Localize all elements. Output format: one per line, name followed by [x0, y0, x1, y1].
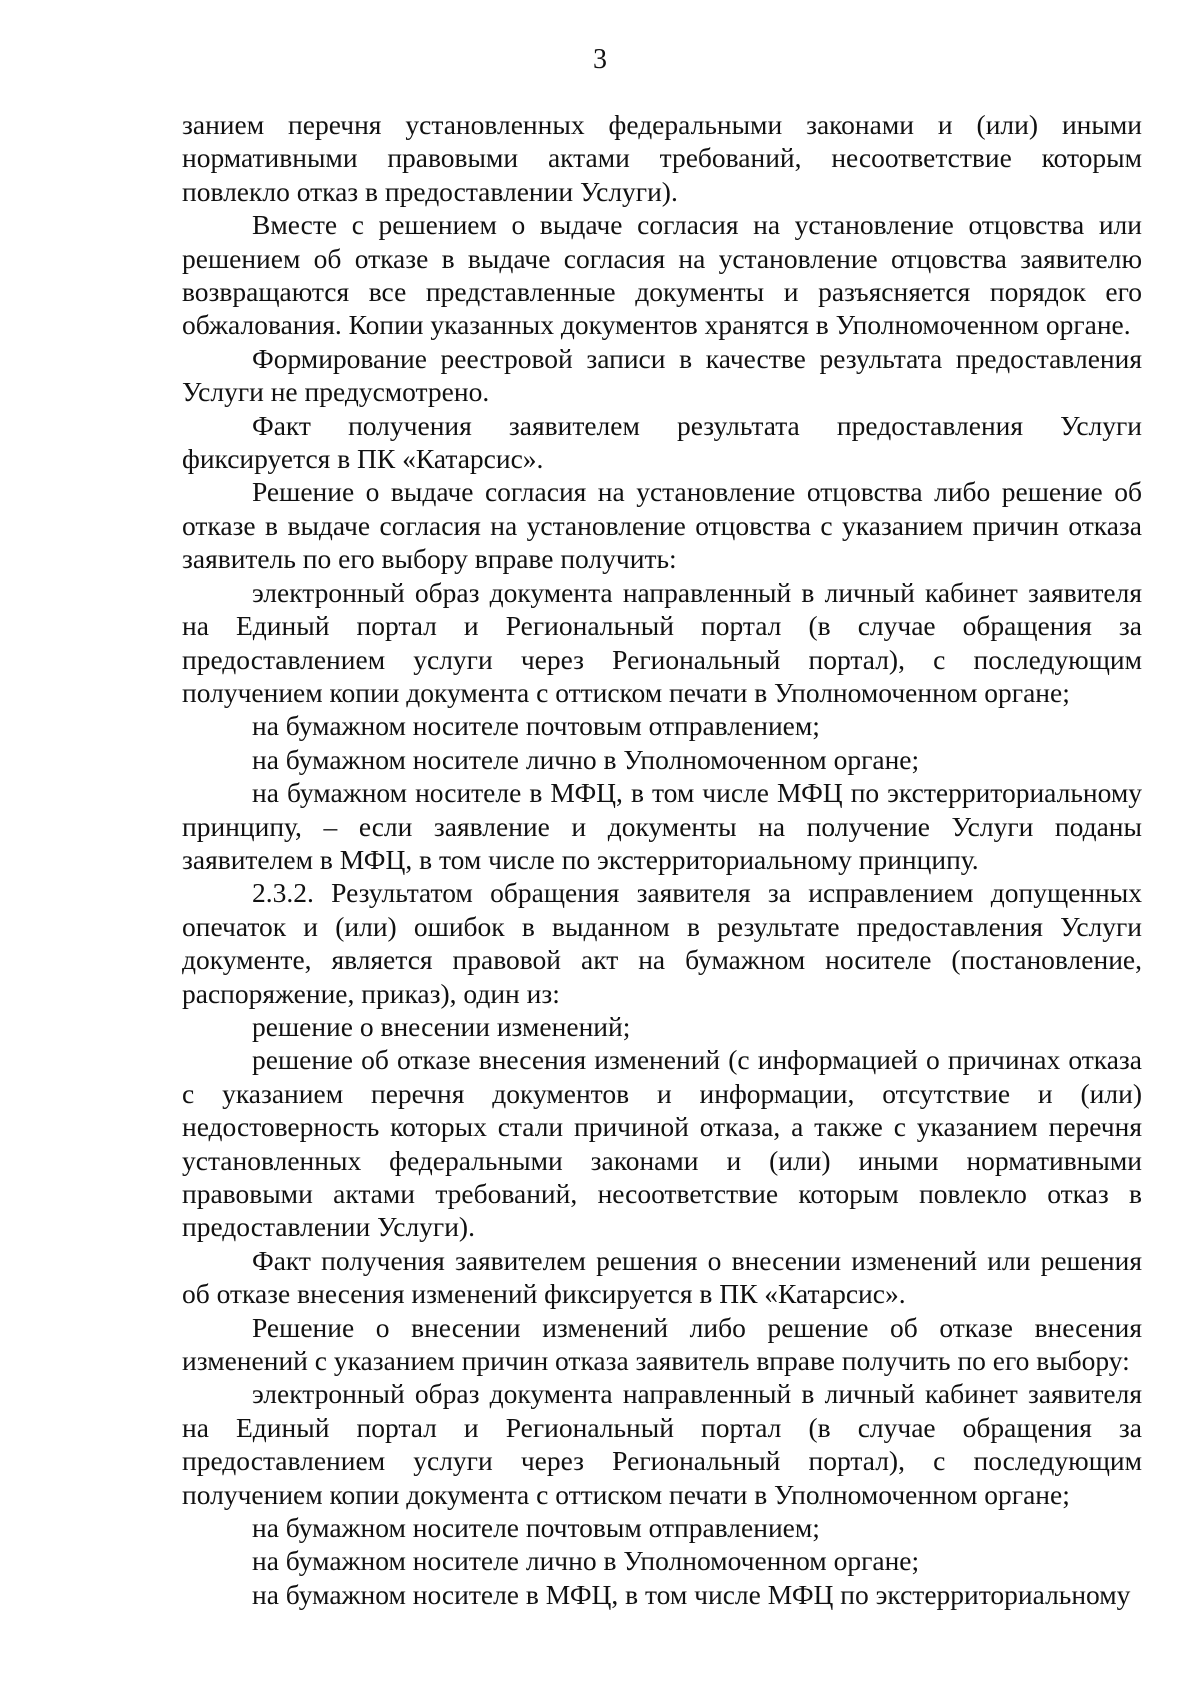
paragraph: на бумажном носителе лично в Уполномоченном органе;: [252, 1545, 920, 1577]
document-body: [182, 108, 1142, 1611]
paragraph: Вместе с решением о выдаче согласия на установление отцовства или решением об отказе в выдаче согласия на установление отцовства заявителю возвращаются все представленные документы и разъясняется порядок его обжалования. Копии указанных документов хранятся в Уполномоченном органе.: [182, 209, 1142, 341]
paragraph: на бумажном носителе в МФЦ, в том числе МФЦ по экстерриториальному: [252, 1578, 1131, 1610]
paragraph: на бумажном носителе почтовым отправлением;: [252, 710, 820, 742]
paragraph: на бумажном носителе лично в Уполномоченном органе;: [252, 743, 920, 775]
paragraph: электронный образ документа направленный в личный кабинет заявителя на Единый портал и Региональный портал (в случае обращения за предоставлением услуги через Региональный портал), с последующим получением копии документа с оттиском печати в Уполномоченном органе;: [182, 576, 1142, 708]
paragraph: Факт получения заявителем решения о внесении изменений или решения об отказе внесения изменений фиксируется в ПК «Катарсис».: [182, 1244, 1142, 1310]
paragraph: 2.3.2. Результатом обращения заявителя за исправлением допущенных опечаток и (или) ошибок в выданном в результате предоставления Услуги документе, является правовой акт на бумажном носителе (постановление, распоряжение, приказ), один из:: [182, 877, 1142, 1009]
paragraph: Формирование реестровой записи в качестве результата предоставления Услуги не предусмотрено.: [182, 342, 1142, 408]
page-number: 3: [593, 44, 607, 75]
paragraph: Решение о выдаче согласия на установление отцовства либо решение об отказе в выдаче согласия на установление отцовства с указанием причин отказа заявитель по его выбору вправе получить:: [182, 476, 1142, 575]
paragraph: Факт получения заявителем результата предоставления Услуги фиксируется в ПК «Катарсис».: [182, 409, 1142, 475]
paragraph: на бумажном носителе почтовым отправлением;: [252, 1512, 820, 1544]
paragraph: электронный образ документа направленный в личный кабинет заявителя на Единый портал и Региональный портал (в случае обращения за предоставлением услуги через Региональный портал), с последующим получением копии документа с оттиском печати в Уполномоченном органе;: [182, 1378, 1142, 1510]
paragraph: на бумажном носителе в МФЦ, в том числе МФЦ по экстерриториальному принципу, – если заявление и документы на получение Услуги поданы заявителем в МФЦ, в том числе по экстерриториальному принципу.: [182, 777, 1142, 875]
paragraph: занием перечня установленных федеральными законами и (или) иными нормативными правовыми актами требований, несоответствие которым повлекло отказ в предоставлении Услуги).: [182, 109, 1142, 207]
paragraph: решение об отказе внесения изменений (с информацией о причинах отказа с указанием перечня документов и информации, отсутствие и (или) недостоверность которых стали причиной отказа, а также с указанием перечня установленных федеральными законами и (или) иными нормативными правовыми актами требований, несоответствие которым повлекло отказ в предоставлении Услуги).: [182, 1044, 1142, 1243]
paragraph: Решение о внесении изменений либо решение об отказе внесения изменений с указанием причин отказа заявитель вправе получить по его выбору:: [182, 1311, 1142, 1377]
paragraph: решение о внесении изменений;: [252, 1010, 631, 1042]
